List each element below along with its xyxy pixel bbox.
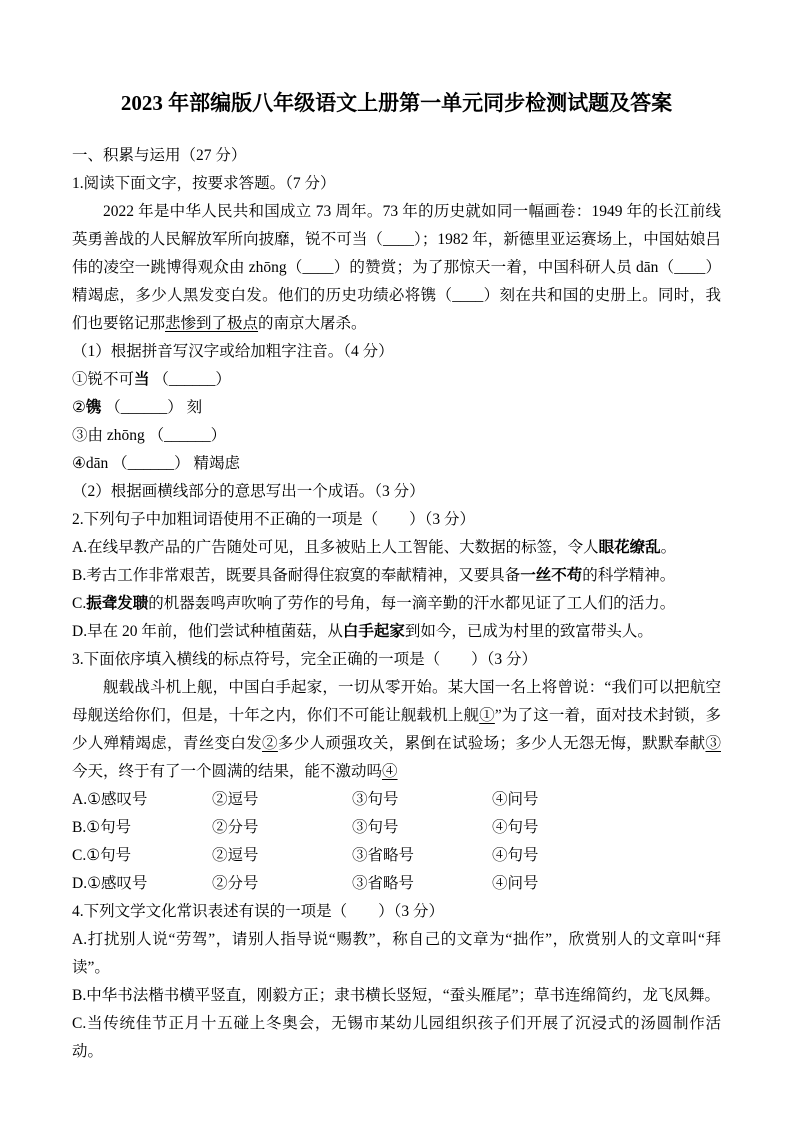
option-cell: ②逗号 [212, 847, 259, 864]
q4-stem [72, 898, 721, 926]
underlined-text: ③ [705, 735, 721, 752]
option-cell: ③句号 [352, 791, 399, 808]
text-run: ④dān （______） 精竭虑 [72, 455, 241, 472]
q4-option-c [72, 1010, 721, 1066]
bold-term: 一丝不苟 [520, 567, 583, 584]
q3-passage [72, 674, 721, 786]
text-run: 4.下列文学文化常识表述有误的一项是（ ）（3 分） [72, 903, 445, 920]
q2-option-a [72, 534, 721, 562]
q1-sub1-item-4 [72, 450, 721, 478]
text-run: ”为了这一着，面对技术封锁，多少人殚精竭虑，青丝变白发 [72, 707, 721, 752]
text-run: A.打扰别人说“劳驾”，请别人指导说“赐教”，称自己的文章为“拙作”，欣赏别人的文章叫“拜读”。 [72, 931, 721, 976]
q2-option-c [72, 590, 721, 618]
page-title: 2023 年部编版八年级语文上册第一单元同步检测试题及答案 [120, 91, 673, 115]
option-cell: ④句号 [492, 819, 539, 836]
text-run: ①锐不可 [72, 371, 135, 388]
text-run: ② [72, 399, 86, 416]
bold-term: 当 [134, 371, 150, 388]
bold-term: 白手起家 [342, 623, 405, 640]
text-run: 2022 年是中华人民共和国成立 73 周年。73 年的历史就如同一幅画卷：1949 年的长江前线英勇善战的人民解放军所向披靡，锐不可当（____）；1982 年，新德里亚运赛场上，中国姑娘吕伟的凌空一跳博得观众由 zhōng（____）的赞赏；为了那惊天一着，中国科研人员 dān（____）精竭虑，多少人黑发变白发。他们的历史功绩必将镌（____）刻在共和国的史册上。同时，我们也要铭记那 [72, 203, 721, 332]
q3-option-c [72, 842, 721, 870]
option-cell: ③省略号 [352, 875, 415, 892]
option-cell: ②逗号 [212, 791, 259, 808]
q2-option-b [72, 562, 721, 590]
text-run: 多少人顽强攻关，累倒在试验场；多少人无怨无悔，默默奉献 [277, 735, 706, 752]
bold-term: 振聋发聩 [86, 595, 149, 612]
q3-stem [72, 646, 721, 674]
text-run: 的机器轰鸣声吹响了劳作的号角，每一滴辛勤的汗水都见证了工人们的活力。 [148, 595, 676, 612]
option-cell: ④问号 [492, 875, 539, 892]
text-run: 今天，终于有了一个圆满的结果，能不激动吗 [72, 763, 383, 780]
text-run: 一、积累与运用（27 分） [72, 147, 247, 164]
section-1-heading [72, 142, 721, 170]
q3-option-b [72, 814, 721, 842]
option-cell: ④问号 [492, 791, 539, 808]
underlined-text: ② [262, 735, 278, 752]
q1-sub1-stem [72, 338, 721, 366]
option-cell: ④句号 [492, 847, 539, 864]
q3-option-d [72, 870, 721, 898]
text-run: 的南京大屠杀。 [258, 315, 367, 332]
underlined-text: ④ [382, 763, 398, 780]
text-run: 到如今，已成为村里的致富带头人。 [404, 623, 653, 640]
text-run: ③由 zhōng （______） [72, 427, 227, 444]
text-run: （______） 刻 [101, 399, 203, 416]
option-cell: B.①句号 [72, 819, 132, 836]
bold-term: 眼花缭乱 [598, 539, 661, 556]
text-run: 舰载战斗机上舰，中国白手起家，一切从零开始。某大国一名上将曾说：“我们可以把航空母舰送给你们，但是，十年之内，你们不可能让舰载机上舰 [72, 679, 721, 724]
q1-sub1-item-3 [72, 422, 721, 450]
option-cell: C.①句号 [72, 847, 132, 864]
underlined-text: 悲惨到了极点 [165, 315, 259, 332]
text-run: （2）根据画横线部分的意思写出一个成语。（3 分） [72, 483, 425, 500]
text-run: A.在线早教产品的广告随处可见，且多被贴上人工智能、大数据的标签，令人 [72, 539, 599, 556]
option-cell: ③省略号 [352, 847, 415, 864]
text-run: 3.下面依序填入横线的标点符号，完全正确的一项是（ ）（3 分） [72, 651, 538, 668]
option-cell: ②分号 [212, 819, 259, 836]
q1-passage [72, 198, 721, 338]
q1-stem [72, 170, 721, 198]
q3-option-a [72, 786, 721, 814]
text-run: （______） [149, 371, 231, 388]
bold-term: 镌 [85, 399, 102, 416]
text-run: D.早在 20 年前，他们尝试种植菌菇，从 [72, 623, 343, 640]
text-run: B.考古工作非常艰苦，既要具备耐得住寂寞的奉献精神，又要具备 [72, 567, 521, 584]
text-run: 1.阅读下面文字，按要求答题。（7 分） [72, 175, 336, 192]
underlined-text: ① [479, 707, 495, 724]
q2-stem [72, 506, 721, 534]
q1-sub1-item-2 [72, 394, 721, 422]
text-run: C. [72, 595, 87, 612]
text-run: 2.下列句子中加粗词语使用不正确的一项是（ ）（3 分） [72, 511, 476, 528]
q4-option-a [72, 926, 721, 982]
text-run: 的科学精神。 [582, 567, 676, 584]
option-cell: ②分号 [212, 875, 259, 892]
q1-sub1-item-1 [72, 366, 721, 394]
q2-option-d [72, 618, 721, 646]
document-body [72, 142, 721, 1066]
text-run: B.中华书法楷书横平竖直，刚毅方正；隶书横长竖短，“蚕头雁尾”；草书连绵简约，龙飞凤舞。 [72, 987, 720, 1004]
q4-option-b [72, 982, 721, 1010]
option-cell: A.①感叹号 [72, 791, 148, 808]
q1-sub2-stem [72, 478, 721, 506]
text-run: C.当传统佳节正月十五碰上冬奥会，无锡市某幼儿园组织孩子们开展了沉浸式的汤圆制作活动。 [72, 1015, 721, 1060]
option-cell: D.①感叹号 [72, 875, 148, 892]
text-run: 。 [660, 539, 677, 556]
option-cell: ③句号 [352, 819, 399, 836]
text-run: （1）根据拼音写汉字或给加粗字注音。（4 分） [72, 343, 394, 360]
